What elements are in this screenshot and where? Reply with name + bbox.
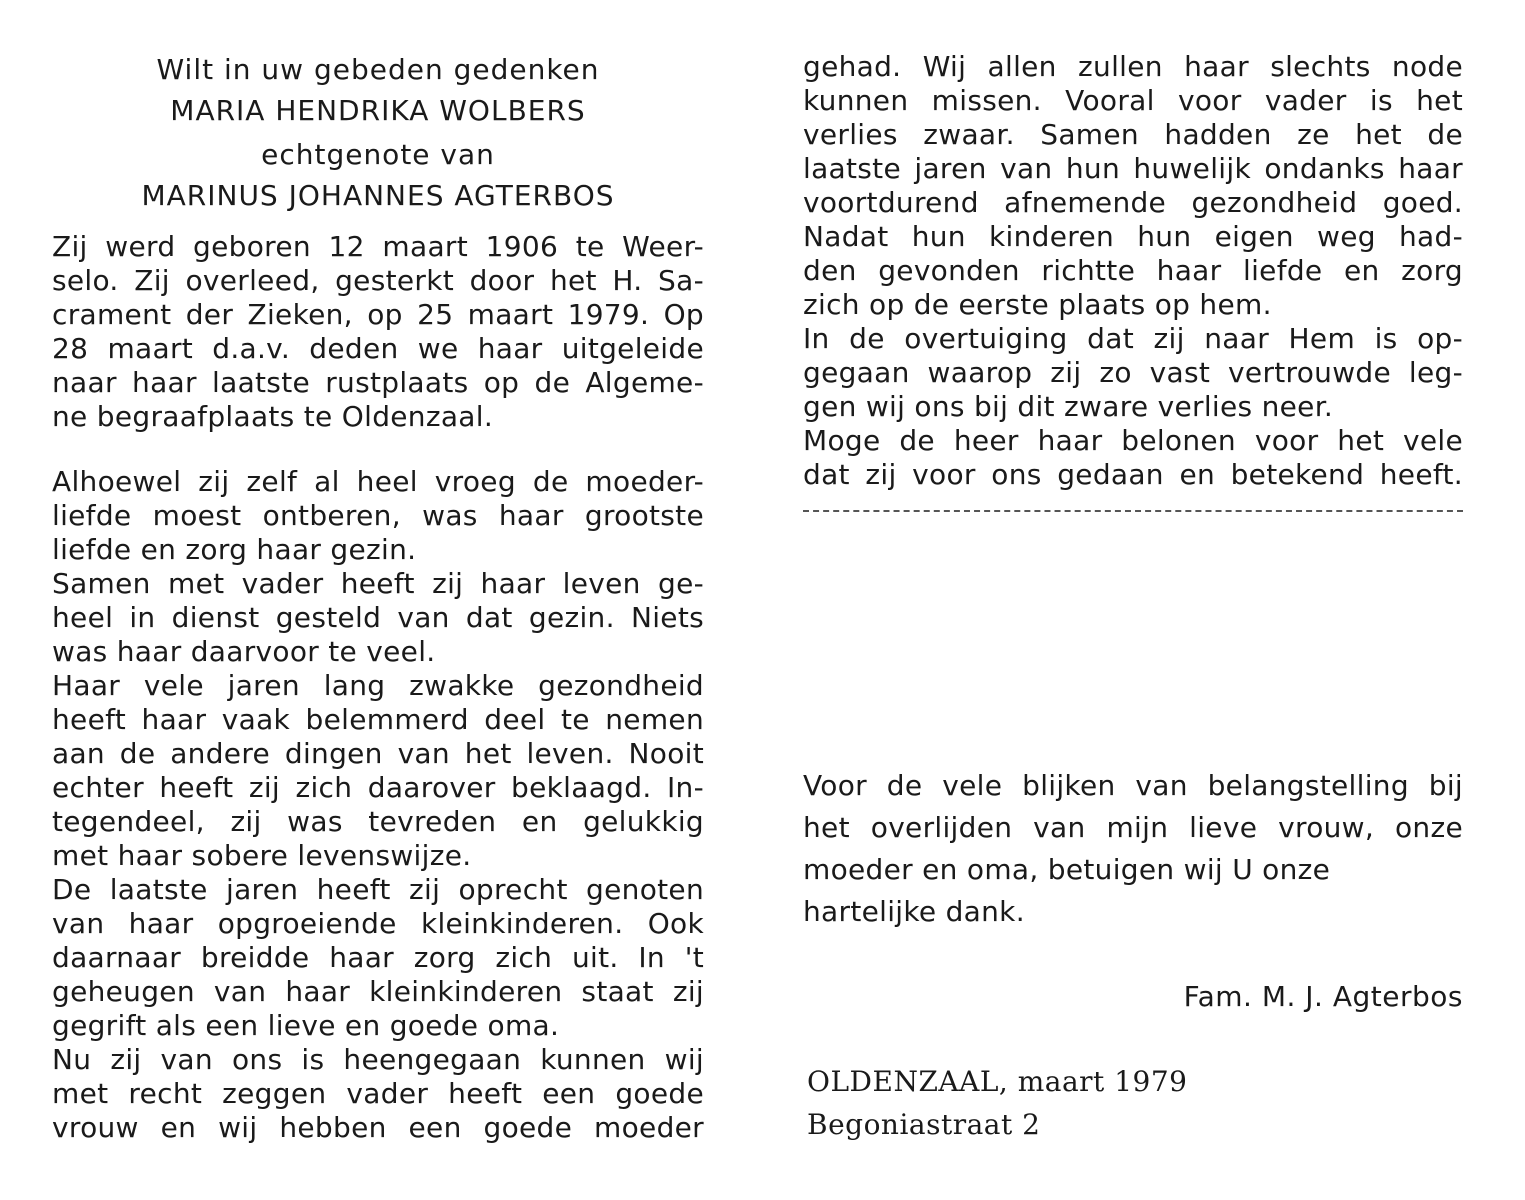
text-line: liefde en zorg haar gezin.: [52, 533, 417, 566]
signature: Fam. M. J. Agterbos: [1183, 980, 1463, 1013]
text-line: met haar sobere levenswijze.: [52, 839, 472, 872]
thanks-line: moeder en oma, betuigen wij U onze: [803, 853, 1331, 886]
text-line: liefde moest ontberen, was haar grootste: [52, 499, 704, 532]
text-line: daarnaar breidde haar zorg zich uit. In 't: [52, 941, 704, 974]
text-line: was haar daarvoor te veel.: [52, 635, 436, 668]
text-line: met recht zeggen vader heeft een goede: [52, 1077, 704, 1110]
relation-line: echtgenote van: [261, 138, 495, 171]
text-line: den gevonden richtte haar liefde en zorg: [803, 254, 1463, 287]
text-line: vrouw en wij hebben een goede moeder: [52, 1111, 704, 1144]
text-line: crament der Zieken, op 25 maart 1979. Op: [52, 298, 704, 331]
spouse-name: MARINUS JOHANNES AGTERBOS: [141, 179, 615, 212]
text-line: ne begraafplaats te Oldenzaal.: [52, 400, 494, 433]
text-line: heel in dienst gesteld van dat gezin. Niets: [52, 601, 704, 634]
text-line: aan de andere dingen van het leven. Nooit: [52, 737, 704, 770]
text-line: dat zij voor ons gedaan en betekend heeft.: [803, 458, 1463, 491]
thanks-line: Voor de vele blijken van belangstelling bij: [803, 769, 1463, 802]
text-line: Moge de heer haar belonen voor het vele: [803, 424, 1463, 457]
address: Begoniastraat 2: [807, 1108, 1041, 1141]
text-line: heeft haar vaak belemmerd deel te nemen: [52, 703, 704, 736]
text-line: De laatste jaren heeft zij oprecht genoten: [52, 873, 704, 906]
text-line: gen wij ons bij dit zware verlies neer.: [803, 390, 1334, 423]
text-line: gegrift als een lieve en goede oma.: [52, 1009, 560, 1042]
text-line: naar haar laatste rustplaats op de Algeme-: [52, 366, 704, 399]
text-line: Samen met vader heeft zij haar leven ge-: [52, 567, 704, 600]
text-line: Nu zij van ons is heengegaan kunnen wij: [52, 1043, 704, 1076]
text-line: Nadat hun kinderen hun eigen weg had-: [803, 220, 1463, 253]
place-date: OLDENZAAL, maart 1979: [807, 1065, 1188, 1098]
text-line: voortdurend afnemende gezondheid goed.: [803, 186, 1463, 219]
text-line: 28 maart d.a.v. deden we haar uitgeleide: [52, 332, 704, 365]
text-line: geheugen van haar kleinkinderen staat zij: [52, 975, 704, 1008]
text-line: laatste jaren van hun huwelijk ondanks haar: [803, 152, 1463, 185]
divider-rule: [803, 510, 1463, 512]
text-line: selo. Zij overleed, gesterkt door het H. Sa-: [52, 264, 704, 297]
text-line: Zij werd geboren 12 maart 1906 te Weer-: [52, 230, 704, 263]
text-line: gegaan waarop zij zo vast vertrouwde leg-: [803, 356, 1463, 389]
text-line: gehad. Wij allen zullen haar slechts node: [803, 50, 1463, 83]
text-line: Alhoewel zij zelf al heel vroeg de moeder-: [52, 465, 704, 498]
text-line: van haar opgroeiende kleinkinderen. Ook: [52, 907, 704, 940]
thanks-line: het overlijden van mijn lieve vrouw, onze: [803, 811, 1463, 844]
text-line: kunnen missen. Vooral voor vader is het: [803, 84, 1463, 117]
text-line: echter heeft zij zich daarover beklaagd. In-: [52, 771, 704, 804]
thanks-line: hartelijke dank.: [803, 895, 1025, 928]
text-line: verlies zwaar. Samen hadden ze het de: [803, 118, 1463, 151]
text-line: Haar vele jaren lang zwakke gezondheid: [52, 669, 704, 702]
text-line: tegendeel, zij was tevreden en gelukkig: [52, 805, 704, 838]
deceased-name: MARIA HENDRIKA WOLBERS: [170, 94, 586, 127]
intro-line: Wilt in uw gebeden gedenken: [156, 53, 600, 86]
text-line: zich op de eerste plaats op hem.: [803, 288, 1272, 321]
text-line: In de overtuiging dat zij naar Hem is op-: [803, 322, 1463, 355]
